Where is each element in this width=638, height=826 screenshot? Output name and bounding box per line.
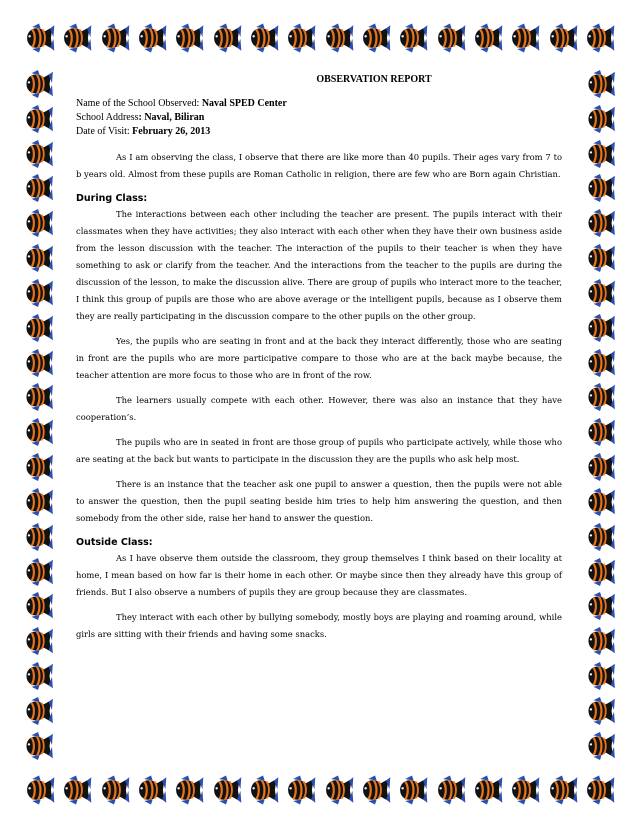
- angelfish-icon: [21, 558, 55, 586]
- visit-date-line: [76, 125, 562, 139]
- during-class-paragraph-3: The learners usually compete with each other. However, there was also an instance that they have cooperation’s.: [76, 395, 562, 422]
- angelfish-icon: [583, 697, 617, 725]
- angelfish-icon: [21, 174, 55, 202]
- angelfish-icon: [582, 775, 616, 805]
- school-address-line: [76, 111, 562, 125]
- angelfish-icon: [21, 662, 55, 690]
- angelfish-icon: [583, 732, 617, 760]
- angelfish-icon: [433, 775, 467, 805]
- intro-paragraph: As I am observing the class, I observe that there are like more than 40 pupils. Their ages vary from 7 to b years old. Almost from these pupils are Roman Catholic in religion, there are few who are Born again Christian.: [76, 152, 562, 179]
- angelfish-icon: [21, 279, 55, 307]
- angelfish-icon: [470, 775, 504, 805]
- angelfish-icon: [209, 23, 243, 53]
- visit-date-value: February 26, 2013: [132, 126, 211, 137]
- angelfish-icon: [583, 592, 617, 620]
- angelfish-icon: [583, 453, 617, 481]
- angelfish-icon: [134, 23, 168, 53]
- angelfish-icon: [283, 23, 317, 53]
- angelfish-icon: [134, 775, 168, 805]
- angelfish-icon: [21, 697, 55, 725]
- angelfish-icon: [21, 523, 55, 551]
- outside-class-heading: Outside Class:: [76, 537, 153, 548]
- angelfish-icon: [545, 23, 579, 53]
- angelfish-icon: [583, 349, 617, 377]
- angelfish-icon: [21, 453, 55, 481]
- school-name-value: Naval SPED Center: [201, 98, 287, 109]
- angelfish-icon: [21, 349, 55, 377]
- angelfish-icon: [321, 775, 355, 805]
- angelfish-icon: [507, 23, 541, 53]
- angelfish-icon: [21, 314, 55, 342]
- angelfish-icon: [21, 209, 55, 237]
- angelfish-icon: [21, 488, 55, 516]
- angelfish-icon: [583, 279, 617, 307]
- school-name-line: [76, 97, 562, 111]
- angelfish-icon: [583, 488, 617, 516]
- angelfish-icon: [583, 314, 617, 342]
- angelfish-icon: [21, 418, 55, 446]
- report-content: [76, 74, 562, 651]
- angelfish-icon: [583, 70, 617, 98]
- fish-border-left: [18, 70, 58, 760]
- angelfish-icon: [22, 23, 56, 53]
- angelfish-icon: [97, 775, 131, 805]
- angelfish-icon: [246, 23, 280, 53]
- angelfish-icon: [545, 775, 579, 805]
- during-class-heading: During Class:: [76, 193, 148, 204]
- angelfish-icon: [246, 775, 280, 805]
- angelfish-icon: [321, 23, 355, 53]
- angelfish-icon: [59, 23, 93, 53]
- during-class-paragraph-4: The pupils who are in seated in front are those group of pupils who participate actively, while those who are seating at the back but wants to participate in the discussion they are the pupils who ask help most.: [76, 437, 562, 464]
- angelfish-icon: [583, 244, 617, 272]
- angelfish-icon: [21, 732, 55, 760]
- angelfish-icon: [583, 662, 617, 690]
- fish-border-bottom: [22, 768, 616, 812]
- visit-date-label: Date of Visit:: [76, 126, 133, 137]
- outside-class-paragraph-1: As I have observe them outside the classroom, they group themselves I think based on their locality at home, I mean based on how far is their home in each other. Or maybe since then they already have this group of friends. But I also observe a numbers of pupils they are group because they are classmates.: [76, 553, 562, 597]
- angelfish-icon: [583, 523, 617, 551]
- angelfish-icon: [583, 105, 617, 133]
- angelfish-icon: [21, 70, 55, 98]
- angelfish-icon: [283, 775, 317, 805]
- angelfish-icon: [470, 23, 504, 53]
- angelfish-icon: [583, 627, 617, 655]
- outside-class-paragraph-2: They interact with each other by bullying somebody, mostly boys are playing and roaming around, while girls are sitting with their friends and having some snacks.: [76, 612, 562, 639]
- angelfish-icon: [21, 592, 55, 620]
- report-title: OBSERVATION REPORT: [316, 74, 432, 85]
- angelfish-icon: [395, 23, 429, 53]
- angelfish-icon: [21, 383, 55, 411]
- angelfish-icon: [171, 23, 205, 53]
- angelfish-icon: [21, 244, 55, 272]
- angelfish-icon: [358, 23, 392, 53]
- fish-border-top: [22, 16, 616, 60]
- angelfish-icon: [507, 775, 541, 805]
- angelfish-icon: [583, 140, 617, 168]
- school-address-label: School Address: [76, 112, 139, 123]
- angelfish-icon: [582, 23, 616, 53]
- angelfish-icon: [171, 775, 205, 805]
- angelfish-icon: [21, 105, 55, 133]
- angelfish-icon: [209, 775, 243, 805]
- angelfish-icon: [583, 209, 617, 237]
- school-address-value: : Naval, Biliran: [138, 112, 205, 123]
- angelfish-icon: [21, 627, 55, 655]
- school-name-label: Name of the School Observed:: [76, 98, 202, 109]
- angelfish-icon: [583, 174, 617, 202]
- angelfish-icon: [583, 418, 617, 446]
- fish-border-right: [580, 70, 620, 760]
- angelfish-icon: [583, 558, 617, 586]
- angelfish-icon: [59, 775, 93, 805]
- during-class-paragraph-2: Yes, the pupils who are seating in front and at the back they interact differently, those who are seating in front are the pupils who are more participative compare to those who are at the back maybe because, the teacher attention are more focus to those who are in front of the row.: [76, 336, 562, 380]
- angelfish-icon: [358, 775, 392, 805]
- angelfish-icon: [433, 23, 467, 53]
- angelfish-icon: [21, 140, 55, 168]
- angelfish-icon: [97, 23, 131, 53]
- during-class-paragraph-1: The interactions between each other including the teacher are present. The pupils interact with their classmates when they have activities; they also interact with each other when they have their own business aside from the lesson discussion with the teacher. The interaction of the pupils to their teacher is when they have something to ask or clarify from the teacher. And the interactions from the teacher to the pupils are during the discussion of the lesson, to make the discussion alive. There are group of pupils who interact more to the teacher, I think this group of pupils are those who are above average or the intelligent pupils, because as I observe them they are really participating in the discussion compare to the other pupils on the other group.: [76, 209, 562, 321]
- angelfish-icon: [583, 383, 617, 411]
- during-class-paragraph-5: There is an instance that the teacher ask one pupil to answer a question, then the pupils were not able to answer the question, then the pupil seating beside him tries to help him answering the question, and then somebody from the other side, raise her hand to answer the question.: [76, 479, 562, 523]
- angelfish-icon: [395, 775, 429, 805]
- angelfish-icon: [22, 775, 56, 805]
